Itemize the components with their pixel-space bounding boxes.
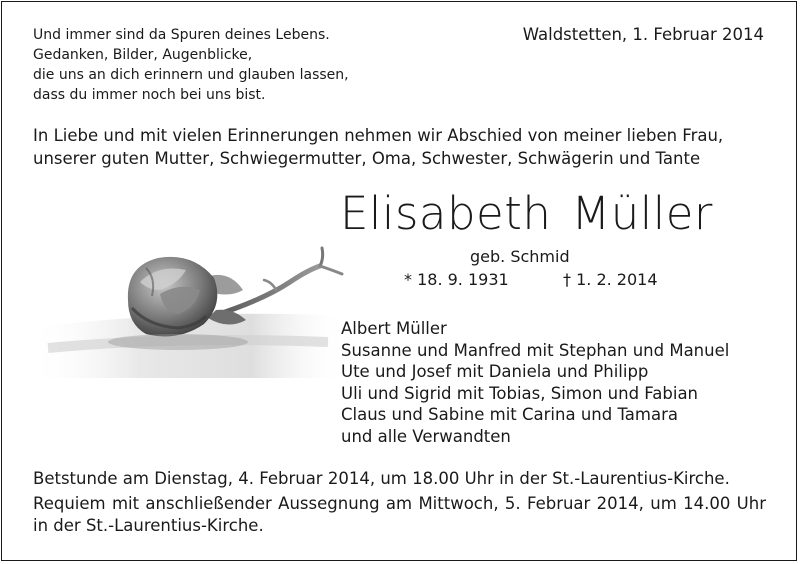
death-date: † 1. 2. 2014	[563, 270, 658, 289]
intro-line: unserer guten Mutter, Schwiegermutter, Oma, Schwester, Schwägerin und Tante	[33, 149, 701, 168]
requiem-service: Requiem mit anschließender Aussegnung am Mittwoch, 5. Februar 2014, um 14.00 Uhr in der St.-Laurentius-Kirche.	[33, 494, 766, 535]
mourner-line: Uli und Sigrid mit Tobias, Simon und Fabian	[341, 383, 699, 403]
deceased-name	[340, 188, 713, 240]
place-date: Waldstetten, 1. Februar 2014	[522, 25, 764, 44]
deceased-last-name: Müller	[571, 187, 713, 240]
mourners-list	[341, 318, 729, 448]
intro-line: In Liebe und mit vielen Erinnerungen nehmen wir Abschied von meiner lieben Frau,	[33, 126, 724, 145]
mourner-line: Susanne und Manfred mit Stephan und Manuel	[341, 340, 730, 360]
intro-text	[33, 124, 723, 170]
maiden-name: geb. Schmid	[470, 247, 570, 266]
mourner-line: Albert Müller	[341, 319, 447, 338]
deceased-first-name: Elisabeth	[340, 187, 552, 240]
birth-date: * 18. 9. 1931	[404, 270, 509, 289]
mourner-line: Ute und Josef mit Daniela und Philipp	[341, 362, 649, 382]
mourner-line: Claus und Sabine mit Carina und Tamara	[341, 405, 679, 425]
poem-line: Und immer sind da Spuren deines Lebens.	[33, 27, 330, 43]
poem	[33, 25, 349, 105]
poem-line: die uns an dich erinnern und glauben lassen,	[33, 67, 349, 83]
rose-image	[28, 238, 348, 378]
mourner-line: und alle Verwandten	[341, 426, 511, 446]
poem-line: dass du immer noch bei uns bist.	[33, 87, 266, 103]
prayer-service: Betstunde am Dienstag, 4. Februar 2014, um 18.00 Uhr in der St.-Laurentius-Kirche.	[33, 469, 730, 488]
service-info	[33, 468, 766, 537]
poem-line: Gedanken, Bilder, Augenblicke,	[33, 47, 253, 63]
